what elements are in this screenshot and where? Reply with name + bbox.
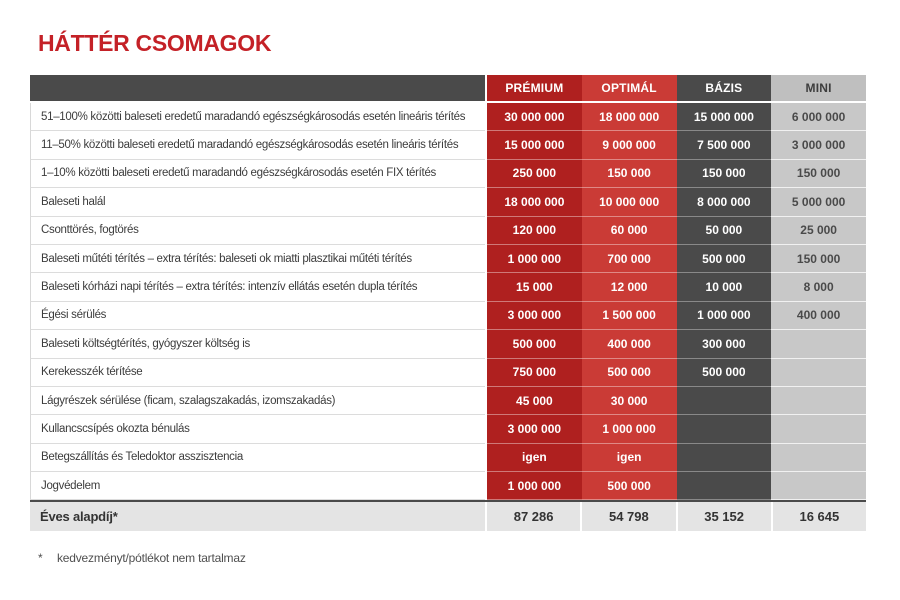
value-mini: 150 000: [771, 160, 866, 188]
table-row: [30, 359, 866, 387]
value-premium: 18 000 000: [487, 188, 582, 216]
column-header-optimal: OPTIMÁL: [582, 75, 677, 103]
value-premium: 500 000: [487, 330, 582, 358]
footer-value-optimal: 54 798: [580, 502, 675, 531]
value-bazis: 1 000 000: [677, 302, 772, 330]
page-title: HÁTTÉR CSOMAGOK: [38, 30, 272, 56]
value-optimal: 400 000: [582, 330, 677, 358]
row-label: Csonttörés, fogtörés: [30, 217, 485, 245]
value-bazis: [677, 472, 772, 500]
row-label: Baleseti költségtérítés, gyógyszer költség is: [30, 330, 485, 358]
value-optimal: 60 000: [582, 217, 677, 245]
value-mini: 25 000: [771, 217, 866, 245]
row-label: 1–10% közötti baleseti eredetű maradandó egészségkárosodás esetén FIX térítés: [30, 160, 485, 188]
table-row: [30, 217, 866, 245]
footer-value-mini: 16 645: [771, 502, 866, 531]
value-premium: 15 000 000: [487, 131, 582, 159]
value-mini: 3 000 000: [771, 131, 866, 159]
row-label: Lágyrészek sérülése (ficam, szalagszakadás, izomszakadás): [30, 387, 485, 415]
value-bazis: 15 000 000: [677, 103, 772, 131]
table-row: [30, 415, 866, 443]
row-label: Égési sérülés: [30, 302, 485, 330]
value-mini: 8 000: [771, 273, 866, 301]
value-premium: 3 000 000: [487, 302, 582, 330]
value-bazis: 500 000: [677, 359, 772, 387]
value-bazis: 500 000: [677, 245, 772, 273]
table-row: [30, 387, 866, 415]
value-premium: 120 000: [487, 217, 582, 245]
row-label: Baleseti halál: [30, 188, 485, 216]
value-mini: 150 000: [771, 245, 866, 273]
value-premium: 3 000 000: [487, 415, 582, 443]
header-spacer: [30, 75, 485, 103]
value-optimal: 12 000: [582, 273, 677, 301]
table-header-row: [30, 75, 866, 103]
table-row: [30, 245, 866, 273]
value-mini: [771, 444, 866, 472]
value-bazis: 300 000: [677, 330, 772, 358]
table-row: [30, 188, 866, 216]
value-mini: [771, 387, 866, 415]
value-premium: 750 000: [487, 359, 582, 387]
row-label: Kullancscsípés okozta bénulás: [30, 415, 485, 443]
value-premium: igen: [487, 444, 582, 472]
value-premium: 15 000: [487, 273, 582, 301]
row-label: Betegszállítás és Teledoktor asszisztencia: [30, 444, 485, 472]
value-optimal: 150 000: [582, 160, 677, 188]
table-row: [30, 330, 866, 358]
value-mini: 5 000 000: [771, 188, 866, 216]
value-mini: 6 000 000: [771, 103, 866, 131]
footnote-text: kedvezményt/pótlékot nem tartalmaz: [57, 551, 246, 565]
column-header-mini: MINI: [771, 75, 866, 103]
value-premium: 45 000: [487, 387, 582, 415]
table-row: [30, 103, 866, 131]
value-bazis: 150 000: [677, 160, 772, 188]
row-label: 51–100% közötti baleseti eredetű maradandó egészségkárosodás esetén lineáris térítés: [30, 103, 485, 131]
footer-label: Éves alapdíj*: [30, 502, 485, 531]
table-footer-row: [30, 500, 866, 531]
value-premium: 1 000 000: [487, 472, 582, 500]
value-optimal: 700 000: [582, 245, 677, 273]
table-row: [30, 302, 866, 330]
footer-value-premium: 87 286: [485, 502, 580, 531]
table-row: [30, 472, 866, 500]
value-mini: [771, 330, 866, 358]
table-row: [30, 160, 866, 188]
value-mini: [771, 415, 866, 443]
value-bazis: [677, 444, 772, 472]
footer-value-bazis: 35 152: [676, 502, 771, 531]
table-row: [30, 131, 866, 159]
value-bazis: [677, 415, 772, 443]
value-optimal: 500 000: [582, 359, 677, 387]
row-label: Baleseti műtéti térítés – extra térítés: baleseti ok miatti plasztikai műtéti térítés: [30, 245, 485, 273]
value-bazis: [677, 387, 772, 415]
value-mini: 400 000: [771, 302, 866, 330]
value-premium: 250 000: [487, 160, 582, 188]
value-mini: [771, 359, 866, 387]
table-row: [30, 273, 866, 301]
value-optimal: 1 500 000: [582, 302, 677, 330]
value-optimal: igen: [582, 444, 677, 472]
value-optimal: 10 000 000: [582, 188, 677, 216]
value-premium: 30 000 000: [487, 103, 582, 131]
row-label: Kerekesszék térítése: [30, 359, 485, 387]
value-mini: [771, 472, 866, 500]
packages-table: [30, 75, 866, 531]
value-premium: 1 000 000: [487, 245, 582, 273]
value-bazis: 8 000 000: [677, 188, 772, 216]
footnote: [38, 551, 246, 565]
value-bazis: 10 000: [677, 273, 772, 301]
row-label: Jogvédelem: [30, 472, 485, 500]
value-bazis: 50 000: [677, 217, 772, 245]
value-optimal: 1 000 000: [582, 415, 677, 443]
table-row: [30, 444, 866, 472]
column-header-bazis: BÁZIS: [677, 75, 772, 103]
value-bazis: 7 500 000: [677, 131, 772, 159]
value-optimal: 500 000: [582, 472, 677, 500]
value-optimal: 18 000 000: [582, 103, 677, 131]
row-label: Baleseti kórházi napi térítés – extra térítés: intenzív ellátás esetén dupla térítés: [30, 273, 485, 301]
footnote-marker: *: [38, 551, 43, 565]
value-optimal: 30 000: [582, 387, 677, 415]
row-label: 11–50% közötti baleseti eredetű maradandó egészségkárosodás esetén lineáris térítés: [30, 131, 485, 159]
value-optimal: 9 000 000: [582, 131, 677, 159]
column-header-premium: PRÉMIUM: [487, 75, 582, 103]
